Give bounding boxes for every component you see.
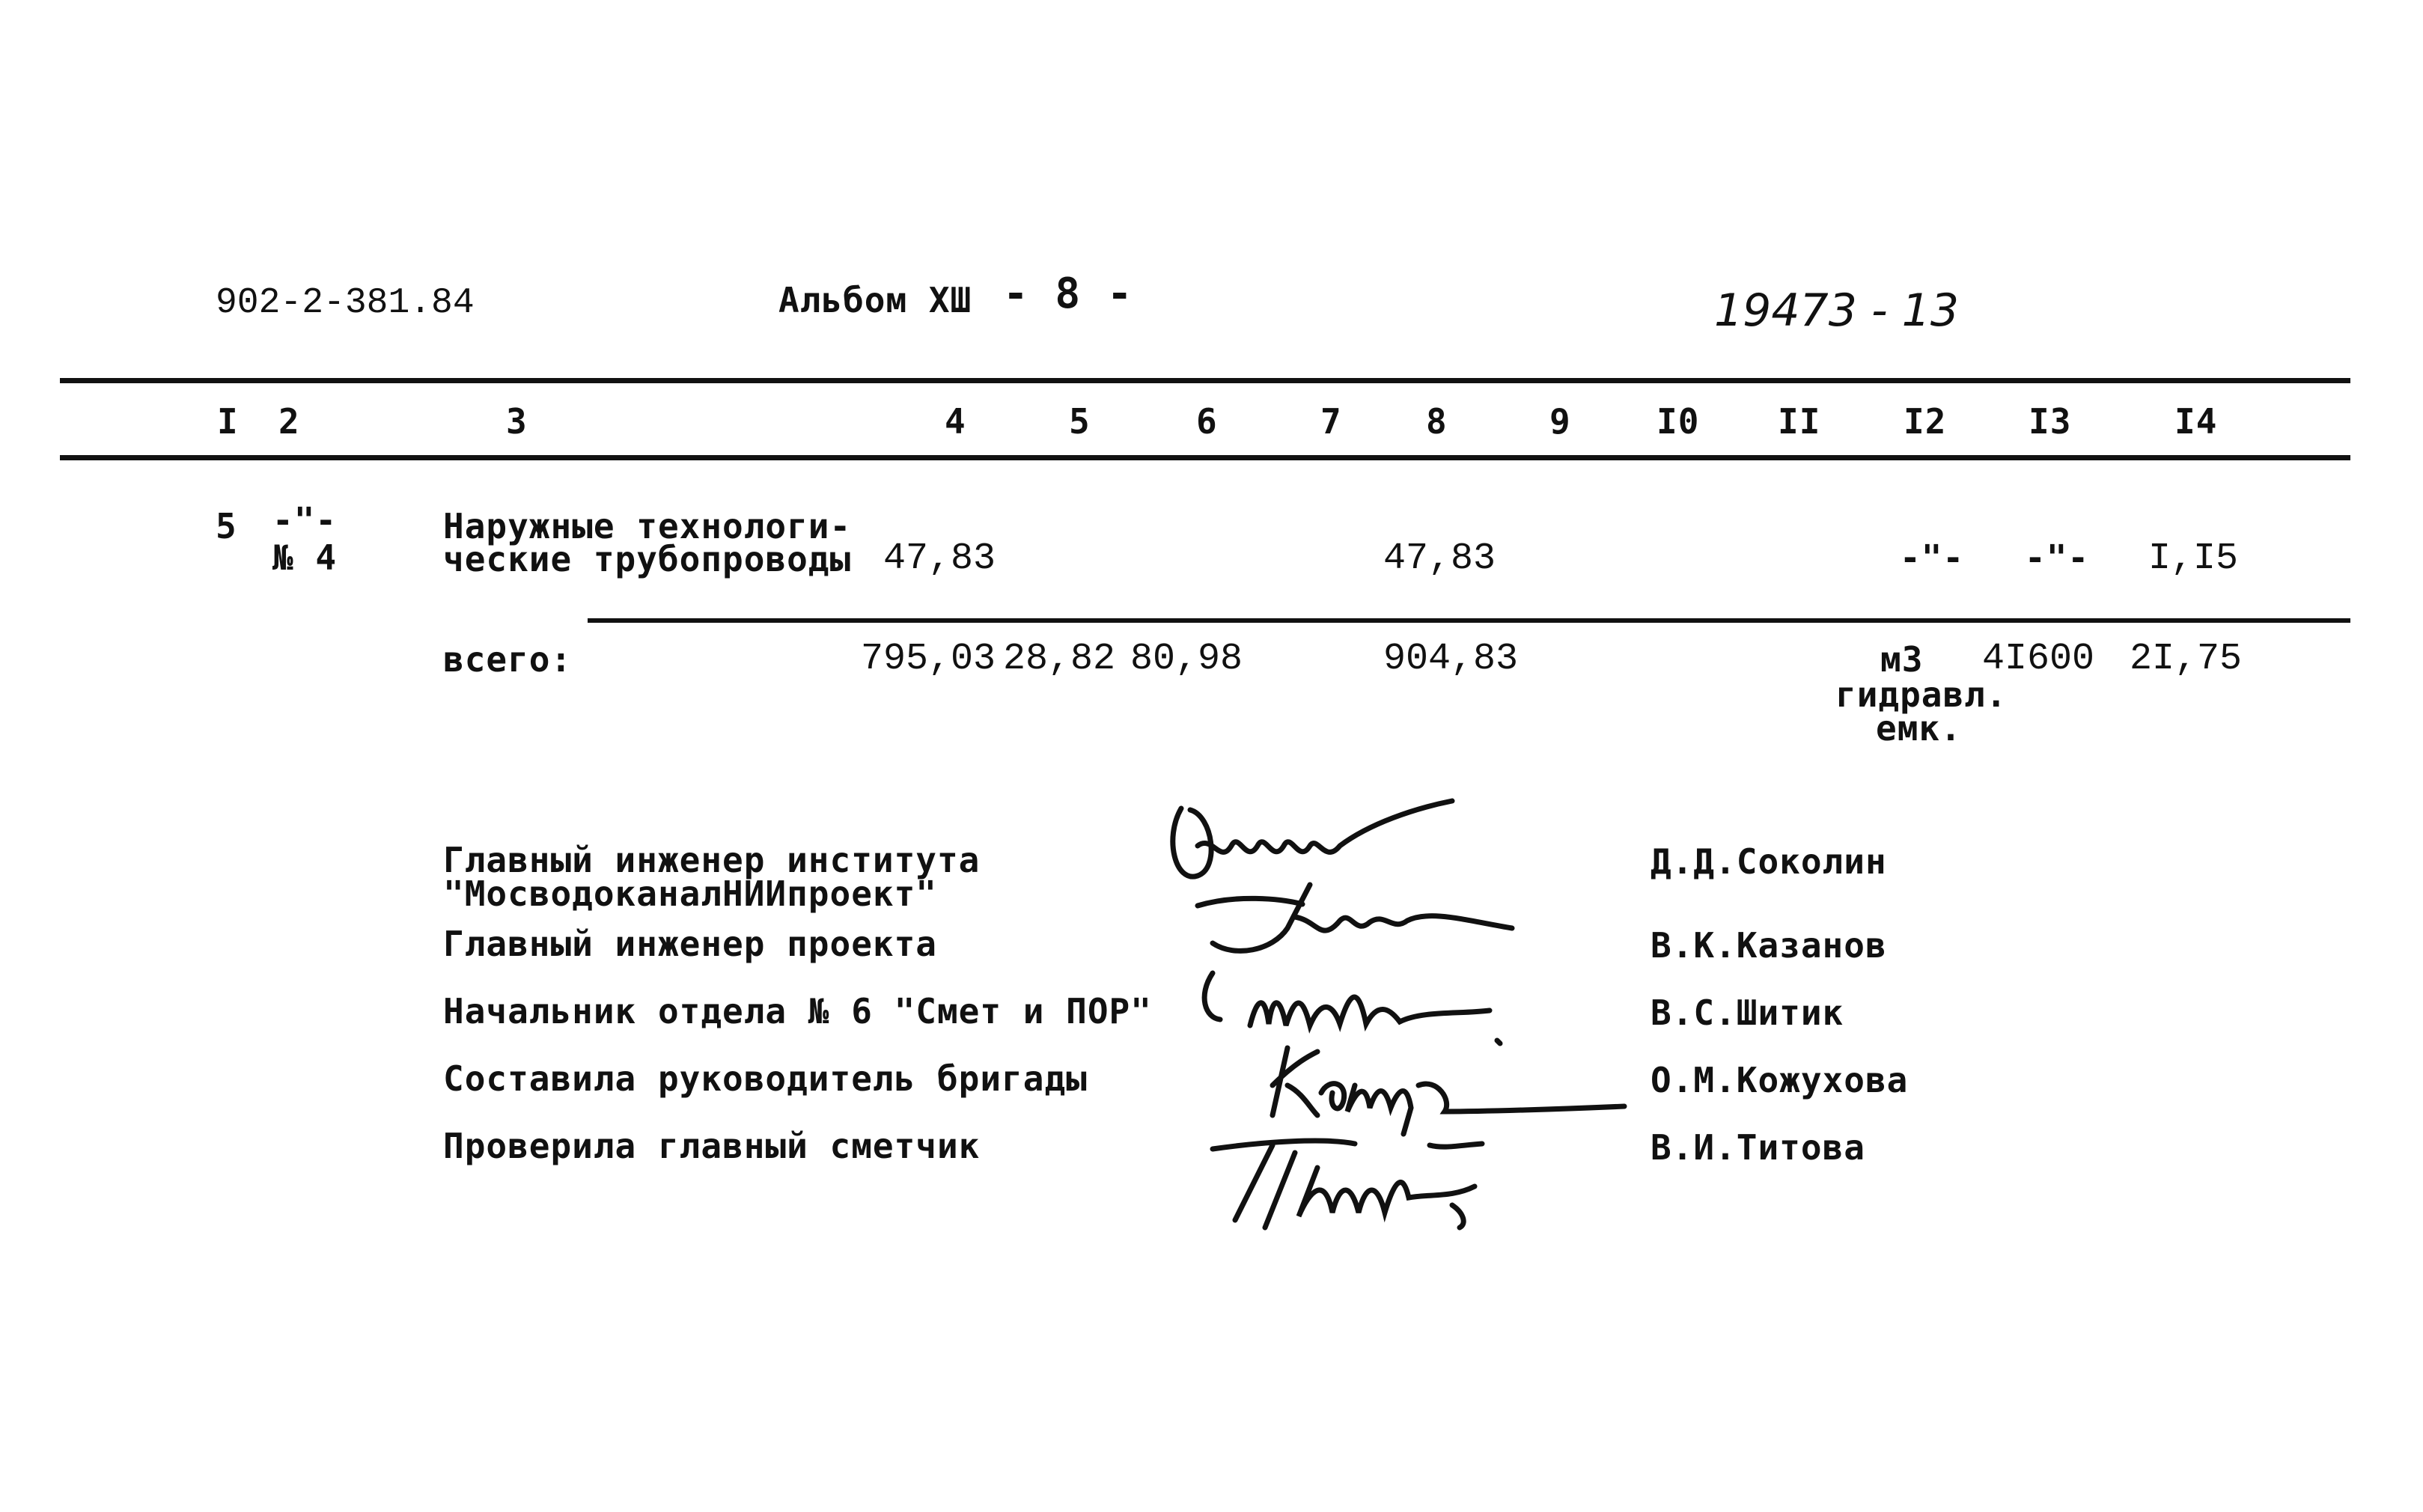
column-header-4: 4 (945, 401, 966, 442)
table-header-rule (60, 455, 2350, 460)
total-col13: 4I600 (1982, 638, 2095, 680)
total-label: всего: (443, 639, 573, 680)
column-header-7: 7 (1320, 401, 1342, 442)
row5-col8: 47,83 (1383, 537, 1496, 580)
document-code: 902-2-381.84 (216, 283, 475, 323)
archive-number: 19473 - 13 (1714, 284, 1960, 337)
total-unit-line2: гидравл. (1835, 674, 2008, 715)
row5-col12: -"- (1900, 537, 1965, 578)
signatory-4-name: О.М.Кожухова (1651, 1060, 1909, 1100)
total-col8: 904,83 (1383, 638, 1519, 680)
column-header-3: 3 (506, 401, 528, 442)
total-col4: 795,03 (861, 638, 996, 680)
total-unit-line3: емк. (1876, 708, 1962, 749)
row5-number: 5 (216, 506, 237, 546)
column-header-5: 5 (1069, 401, 1091, 442)
column-header-11: II (1778, 401, 1821, 442)
row5-name-line2: ческие трубопроводы (443, 539, 852, 579)
row5-ditto: -"- (272, 500, 338, 540)
column-header-13: I3 (2029, 401, 2072, 442)
row5-name-line1: Наружные технологи- (443, 506, 852, 546)
column-header-12: I2 (1904, 401, 1947, 442)
signatory-3-role: Начальник отдела № 6 "Смет и ПОР" (443, 991, 1152, 1031)
column-header-8: 8 (1426, 401, 1448, 442)
signatory-3-name: В.С.Шитик (1651, 993, 1844, 1033)
column-header-14: I4 (2174, 401, 2218, 442)
column-header-1: I (217, 401, 239, 442)
total-rule (588, 618, 2350, 623)
signature-5-icon (1205, 1130, 1505, 1243)
signatory-5-role: Проверила главный сметчик (443, 1126, 981, 1166)
row5-col13: -"- (2025, 537, 2090, 578)
column-header-10: I0 (1657, 401, 1700, 442)
total-unit-line1: м3 (1880, 639, 1924, 680)
signatory-1-role-line2: "МосводоканалНИИпроект" (443, 874, 937, 914)
signatory-5-name: В.И.Титова (1651, 1127, 1865, 1168)
column-header-9: 9 (1549, 401, 1571, 442)
table-top-rule (60, 378, 2350, 383)
column-header-2: 2 (278, 401, 300, 442)
page-number: - 8 - (1003, 269, 1133, 318)
signatory-1-role-line1: Главный инженер института (443, 840, 981, 880)
signatory-2-name: В.К.Казанов (1651, 925, 1887, 966)
signatory-1-name: Д.Д.Соколин (1651, 841, 1887, 882)
signatory-2-role: Главный инженер проекта (443, 924, 937, 964)
total-col6: 80,98 (1130, 638, 1243, 680)
column-header-6: 6 (1196, 401, 1218, 442)
total-col5: 28,82 (1003, 638, 1116, 680)
row5-col14: I,I5 (2148, 537, 2239, 580)
signature-4-icon (1258, 1040, 1647, 1138)
total-col14: 2I,75 (2130, 638, 2243, 680)
album-label: Альбом XШ (778, 280, 972, 320)
row5-col4: 47,83 (883, 537, 996, 580)
row5-object-number: № 4 (272, 537, 338, 578)
signatory-4-role: Составила руководитель бригады (443, 1058, 1088, 1099)
